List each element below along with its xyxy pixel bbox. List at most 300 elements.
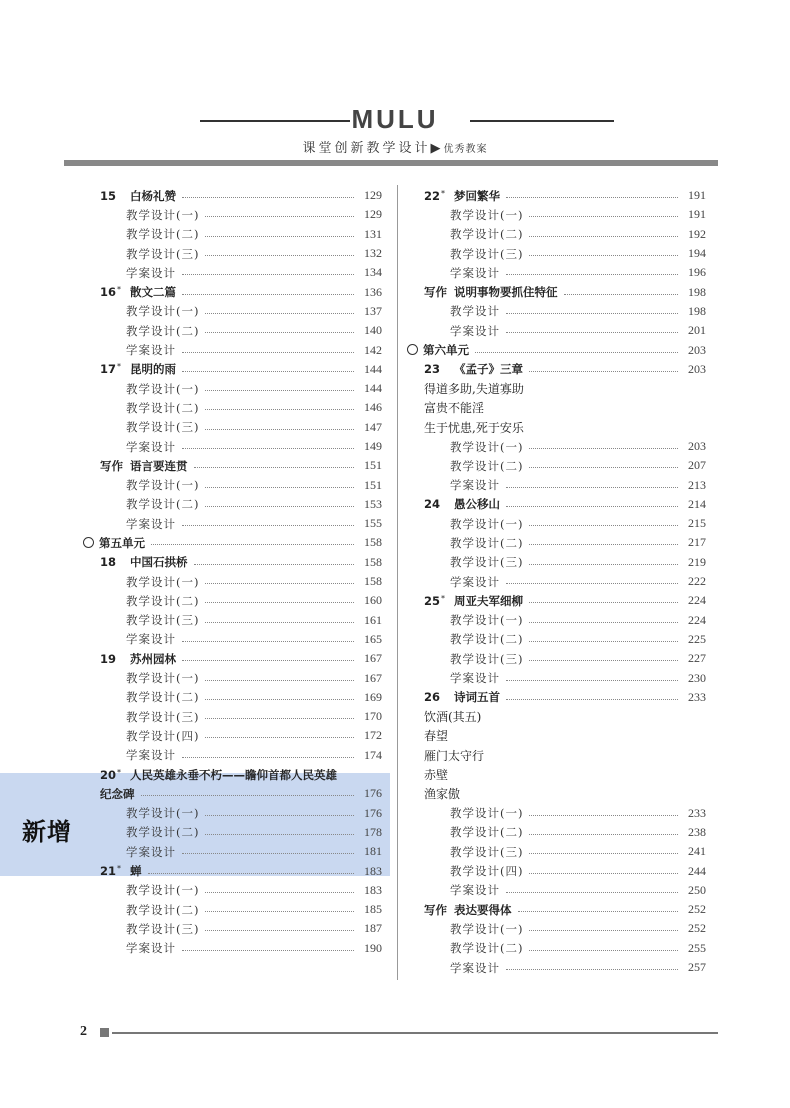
lesson-number: 写作 bbox=[424, 902, 447, 917]
entry-title: 学案设计 bbox=[450, 478, 500, 493]
toc-entry-sub bbox=[100, 225, 382, 244]
toc-entry-sub bbox=[100, 302, 382, 321]
entry-title: 教学设计(二) bbox=[126, 825, 200, 840]
lesson-title: 语言要连贯 bbox=[130, 458, 188, 473]
entry-label bbox=[424, 554, 523, 570]
toc-entry-sub bbox=[424, 533, 706, 552]
entry-title: 教学设计(一) bbox=[126, 574, 200, 589]
entry-title: 学案设计 bbox=[126, 516, 176, 531]
toc-entry-lesson bbox=[100, 861, 382, 880]
toc-entry-sub bbox=[100, 572, 382, 591]
dot-leader bbox=[506, 197, 678, 198]
entry-label bbox=[100, 496, 199, 512]
toc-entry-sub bbox=[424, 475, 706, 494]
dot-leader bbox=[182, 197, 354, 198]
toc-entry-sub bbox=[100, 746, 382, 765]
entry-title: 教学设计(二) bbox=[450, 632, 524, 647]
entry-label bbox=[424, 574, 500, 590]
dot-leader bbox=[529, 641, 678, 642]
dot-leader bbox=[182, 641, 354, 642]
page-ref: 129 bbox=[364, 207, 382, 222]
entry-label bbox=[424, 188, 500, 204]
page-ref: 203 bbox=[688, 439, 706, 453]
lesson-number: 写作 bbox=[424, 285, 447, 300]
lesson-title: 愚公移山 bbox=[454, 497, 500, 512]
toc-entry-lesson bbox=[424, 495, 706, 514]
dot-leader bbox=[151, 544, 354, 545]
dot-leader bbox=[506, 274, 678, 275]
lesson-number: 25* bbox=[424, 593, 446, 608]
entry-title: 雁门太守行 bbox=[424, 748, 485, 763]
lesson-number: 24 bbox=[424, 497, 441, 512]
dot-leader bbox=[182, 448, 354, 449]
lesson-number: 20* bbox=[100, 767, 122, 782]
dot-leader bbox=[529, 815, 678, 816]
entry-title: 春望 bbox=[424, 729, 449, 744]
entry-title: 生于忧患,死于安乐 bbox=[424, 420, 524, 435]
entry-label bbox=[424, 323, 500, 339]
entry-title: 教学设计(三) bbox=[450, 844, 524, 859]
page-ref: 244 bbox=[688, 863, 706, 878]
dot-leader bbox=[529, 930, 678, 931]
dot-leader bbox=[205, 680, 354, 681]
toc-entry-lesson bbox=[424, 282, 706, 301]
entry-title: 教学设计(一) bbox=[450, 613, 524, 628]
entry-title: 学案设计 bbox=[450, 574, 500, 589]
star-mark: * bbox=[117, 767, 122, 777]
toc-entry-sub bbox=[424, 861, 706, 880]
page-ref: 190 bbox=[364, 940, 382, 955]
page-ref: 213 bbox=[688, 477, 706, 492]
toc-entry-sub bbox=[100, 263, 382, 282]
entry-label bbox=[424, 844, 523, 860]
page-ref: 183 bbox=[364, 863, 382, 878]
page-ref: 191 bbox=[688, 188, 706, 203]
toc-entry-sub bbox=[424, 919, 706, 938]
lesson-title: 白杨礼赞 bbox=[130, 188, 176, 203]
dot-leader bbox=[182, 950, 354, 951]
page-ref: 230 bbox=[688, 670, 706, 685]
entry-title: 教学设计(一) bbox=[126, 806, 200, 821]
entry-label bbox=[424, 612, 523, 628]
toc-entry-lesson bbox=[100, 553, 382, 572]
toc-entry-sub bbox=[100, 340, 382, 359]
dot-leader bbox=[506, 583, 678, 584]
page-ref: 250 bbox=[688, 882, 706, 897]
entry-label bbox=[100, 767, 337, 783]
toc-entry-lesson bbox=[424, 591, 706, 610]
dot-leader bbox=[475, 352, 678, 353]
dot-leader bbox=[529, 216, 678, 217]
toc-entry-sub bbox=[424, 514, 706, 533]
toc-entry-sub bbox=[100, 205, 382, 224]
page-ref: 224 bbox=[688, 612, 706, 627]
entry-label bbox=[424, 747, 484, 764]
lesson-number: 16* bbox=[100, 285, 122, 300]
dot-leader bbox=[205, 216, 354, 217]
page-ref: 183 bbox=[364, 882, 382, 897]
entry-label bbox=[424, 882, 500, 898]
dot-leader bbox=[182, 660, 354, 661]
toc-entry-poem bbox=[424, 707, 706, 726]
entry-label bbox=[424, 226, 523, 242]
entry-label bbox=[424, 458, 523, 474]
subtitle-text: 课堂创新教学设计 bbox=[302, 141, 431, 156]
entry-label bbox=[424, 419, 524, 436]
entry-label bbox=[424, 785, 460, 802]
entry-label bbox=[424, 439, 523, 455]
entry-label bbox=[424, 863, 523, 879]
entry-label bbox=[100, 670, 199, 686]
entry-label bbox=[100, 863, 142, 879]
entry-label bbox=[424, 516, 523, 532]
page-ref: 140 bbox=[364, 323, 382, 338]
entry-title: 教学设计(二) bbox=[126, 902, 200, 917]
toc-entry-sub bbox=[424, 630, 706, 649]
dot-leader bbox=[182, 274, 354, 275]
entry-title: 纪念碑 bbox=[100, 786, 135, 801]
dot-leader bbox=[182, 352, 354, 353]
toc-entry-sub bbox=[100, 475, 382, 494]
page-ref: 222 bbox=[688, 574, 706, 589]
entry-title: 教学设计(一) bbox=[126, 671, 200, 686]
entry-title: 教学设计(四) bbox=[126, 728, 200, 743]
dot-leader bbox=[506, 332, 678, 333]
toc-entry-lesson bbox=[424, 900, 706, 919]
entry-label bbox=[424, 940, 523, 956]
page-ref: 174 bbox=[364, 747, 382, 762]
entry-label bbox=[100, 323, 199, 339]
entry-title: 学案设计 bbox=[126, 941, 176, 956]
page-ref: 198 bbox=[688, 303, 706, 318]
dot-leader bbox=[194, 467, 355, 468]
dot-leader bbox=[205, 487, 354, 488]
entry-title: 教学设计(三) bbox=[450, 555, 524, 570]
toc-entry-sub bbox=[424, 804, 706, 823]
dot-leader bbox=[564, 294, 679, 295]
entry-label bbox=[424, 651, 523, 667]
dot-leader bbox=[182, 371, 354, 372]
entry-label bbox=[424, 960, 500, 976]
toc-entry-sub bbox=[424, 611, 706, 630]
dot-leader bbox=[529, 544, 678, 545]
entry-label bbox=[100, 902, 199, 918]
entry-title: 学案设计 bbox=[126, 632, 176, 647]
toc-entry-sub bbox=[100, 244, 382, 263]
toc-entry-sub bbox=[424, 958, 706, 977]
entry-title: 学案设计 bbox=[450, 671, 500, 686]
page-ref: 147 bbox=[364, 419, 382, 434]
dot-leader bbox=[506, 969, 678, 970]
lesson-title: 散文二篇 bbox=[130, 285, 176, 300]
entry-label bbox=[100, 940, 176, 956]
toc-entry-sub bbox=[100, 398, 382, 417]
page-ref: 167 bbox=[364, 670, 382, 685]
page-ref: 169 bbox=[364, 689, 382, 704]
toc-entry-sub bbox=[100, 939, 382, 958]
page-ref: 214 bbox=[688, 496, 706, 511]
toc-entry-sub bbox=[100, 514, 382, 533]
entry-label bbox=[424, 496, 500, 512]
dot-leader bbox=[182, 853, 354, 854]
dot-leader bbox=[506, 313, 678, 314]
toc-entry-lesson bbox=[100, 765, 382, 784]
page-ref: 233 bbox=[688, 689, 706, 704]
entry-title: 教学设计(四) bbox=[450, 864, 524, 879]
page-ref: 196 bbox=[688, 265, 706, 280]
page-ref: 241 bbox=[688, 844, 706, 859]
entry-label bbox=[424, 361, 523, 377]
entry-label bbox=[100, 342, 176, 358]
footer-square bbox=[100, 1028, 109, 1037]
lesson-title: 蝉 bbox=[130, 864, 142, 879]
toc-entry-sub bbox=[100, 842, 382, 861]
page-ref: 158 bbox=[364, 554, 382, 569]
entry-label bbox=[424, 921, 523, 937]
toc-entry-poem bbox=[424, 418, 706, 437]
star-mark: * bbox=[441, 188, 446, 198]
toc-entry-sub bbox=[100, 668, 382, 687]
toc-entry-sub bbox=[100, 707, 382, 726]
entry-label bbox=[424, 766, 448, 783]
toc-entry-sub bbox=[424, 649, 706, 668]
entry-label bbox=[100, 207, 199, 223]
toc-entry-poem bbox=[424, 726, 706, 745]
entry-title: 教学设计(一) bbox=[126, 478, 200, 493]
entry-title: 学案设计 bbox=[126, 343, 176, 358]
page-ref: 233 bbox=[688, 805, 706, 820]
book-subtitle bbox=[0, 137, 790, 156]
circle-icon bbox=[407, 344, 418, 355]
page-ref: 181 bbox=[364, 844, 382, 859]
toc-column-left bbox=[100, 186, 382, 958]
page-ref: 203 bbox=[688, 361, 706, 376]
entry-label bbox=[424, 265, 500, 281]
entry-title: 教学设计(一) bbox=[450, 439, 524, 454]
page-ref: 185 bbox=[364, 902, 382, 917]
dot-leader bbox=[529, 834, 678, 835]
page-ref: 227 bbox=[688, 651, 706, 666]
entry-label bbox=[100, 805, 199, 821]
dot-leader bbox=[182, 294, 354, 295]
entry-label bbox=[100, 265, 176, 281]
entry-label bbox=[424, 631, 523, 647]
entry-title: 学案设计 bbox=[450, 883, 500, 898]
entry-label bbox=[100, 458, 188, 474]
lesson-number: 写作 bbox=[100, 458, 123, 473]
entry-label bbox=[100, 554, 188, 570]
page-ref: 178 bbox=[364, 824, 382, 839]
entry-label bbox=[100, 419, 199, 435]
toc-entry-lesson bbox=[100, 186, 382, 205]
entry-label bbox=[100, 631, 176, 647]
entry-label bbox=[424, 284, 558, 300]
page-ref: 176 bbox=[364, 805, 382, 820]
dot-leader bbox=[182, 525, 354, 526]
entry-label bbox=[100, 284, 176, 300]
page-ref: 224 bbox=[688, 593, 706, 608]
entry-label bbox=[100, 786, 135, 802]
dot-leader bbox=[529, 255, 678, 256]
page-ref: 160 bbox=[364, 593, 382, 608]
entry-title: 学案设计 bbox=[450, 265, 500, 280]
page-ref: 217 bbox=[688, 535, 706, 550]
toc-entry-lesson bbox=[100, 360, 382, 379]
circle-icon bbox=[83, 537, 94, 548]
entry-label bbox=[424, 805, 523, 821]
entry-title: 教学设计(二) bbox=[450, 535, 524, 550]
unit-title: 第五单元 bbox=[99, 535, 145, 550]
page-ref: 219 bbox=[688, 554, 706, 569]
toc-entry-sub bbox=[100, 379, 382, 398]
dot-leader bbox=[205, 718, 354, 719]
toc-entry-lesson bbox=[100, 456, 382, 475]
page-ref: 144 bbox=[364, 381, 382, 396]
entry-label bbox=[100, 574, 199, 590]
toc-entry-sub bbox=[424, 244, 706, 263]
toc-entry-sub bbox=[424, 553, 706, 572]
dot-leader bbox=[205, 602, 354, 603]
toc-entry-unit bbox=[100, 533, 382, 552]
page-ref: 146 bbox=[364, 400, 382, 415]
entry-label bbox=[100, 709, 199, 725]
dot-leader bbox=[506, 680, 678, 681]
entry-title: 得道多助,失道寡助 bbox=[424, 382, 524, 397]
page-ref: 129 bbox=[364, 188, 382, 203]
entry-label bbox=[100, 728, 199, 744]
entry-label bbox=[424, 535, 523, 551]
dot-leader bbox=[194, 564, 355, 565]
entry-label bbox=[100, 400, 199, 416]
dot-leader bbox=[148, 873, 355, 874]
page-ref: 144 bbox=[364, 361, 382, 376]
lesson-title: 苏州园林 bbox=[130, 651, 176, 666]
page-number: 2 bbox=[80, 1024, 87, 1039]
lesson-number: 21* bbox=[100, 864, 122, 879]
entry-title: 教学设计(三) bbox=[126, 420, 200, 435]
toc-entry-lesson bbox=[100, 282, 382, 301]
entry-title: 教学设计(三) bbox=[450, 651, 524, 666]
dot-leader bbox=[141, 795, 355, 796]
header-bar bbox=[64, 160, 718, 166]
entry-label bbox=[100, 593, 199, 609]
entry-title: 饮酒(其五) bbox=[424, 710, 482, 725]
dot-leader bbox=[205, 699, 354, 700]
toc-entry-sub bbox=[100, 630, 382, 649]
lesson-number: 17* bbox=[100, 362, 122, 377]
toc-entry-sub bbox=[424, 302, 706, 321]
lesson-number: 22* bbox=[424, 188, 446, 203]
page-ref: 155 bbox=[364, 516, 382, 531]
dot-leader bbox=[205, 892, 354, 893]
dot-leader bbox=[205, 429, 354, 430]
entry-title: 教学设计(三) bbox=[126, 613, 200, 628]
entry-title: 教学设计(二) bbox=[126, 690, 200, 705]
toc-entry-sub bbox=[424, 842, 706, 861]
entry-label bbox=[424, 824, 523, 840]
toc-entry-sub bbox=[100, 437, 382, 456]
lesson-title: 诗词五首 bbox=[454, 690, 500, 705]
dot-leader bbox=[205, 390, 354, 391]
entry-title: 教学设计(二) bbox=[450, 227, 524, 242]
entry-label bbox=[424, 593, 523, 609]
page-ref: 167 bbox=[364, 651, 382, 666]
toc-entry-sub bbox=[424, 572, 706, 591]
toc-entry-sub bbox=[424, 881, 706, 900]
new-label: 新增 bbox=[22, 818, 72, 846]
toc-entry-sub bbox=[100, 900, 382, 919]
page-ref: 153 bbox=[364, 496, 382, 511]
dot-leader bbox=[205, 930, 354, 931]
toc-entry-sub bbox=[424, 823, 706, 842]
entry-label bbox=[100, 381, 199, 397]
toc-entry-sub bbox=[100, 418, 382, 437]
entry-title: 教学设计(一) bbox=[126, 883, 200, 898]
page-ref: 132 bbox=[364, 246, 382, 261]
entry-label bbox=[100, 516, 176, 532]
entry-label bbox=[100, 226, 199, 242]
dot-leader bbox=[529, 873, 678, 874]
entry-label bbox=[100, 477, 199, 493]
lesson-number: 19 bbox=[100, 651, 117, 666]
dot-leader bbox=[529, 525, 678, 526]
entry-label bbox=[424, 902, 512, 918]
entry-label bbox=[100, 188, 176, 204]
dot-leader bbox=[529, 236, 678, 237]
entry-title: 教学设计 bbox=[450, 304, 500, 319]
dot-leader bbox=[205, 409, 354, 410]
toc-column-right bbox=[424, 186, 706, 977]
dot-leader bbox=[205, 506, 354, 507]
star-mark: * bbox=[117, 362, 122, 372]
dot-leader bbox=[205, 313, 354, 314]
toc-entry-lesson bbox=[424, 186, 706, 205]
toc-entry-sub bbox=[100, 881, 382, 900]
dot-leader bbox=[506, 699, 678, 700]
entry-label bbox=[424, 207, 523, 223]
entry-title: 教学设计(二) bbox=[126, 593, 200, 608]
entry-title: 教学设计(二) bbox=[126, 400, 200, 415]
entry-label bbox=[424, 246, 523, 262]
entry-title: 渔家傲 bbox=[424, 787, 461, 802]
toc-entry-sub bbox=[424, 668, 706, 687]
dot-leader bbox=[205, 236, 354, 237]
entry-title: 教学设计(二) bbox=[126, 497, 200, 512]
lesson-number: 15 bbox=[100, 188, 117, 203]
lesson-number: 23 bbox=[424, 362, 441, 377]
dot-leader bbox=[529, 371, 678, 372]
page-ref: 158 bbox=[364, 535, 382, 550]
page-ref: 161 bbox=[364, 612, 382, 627]
star-mark: * bbox=[117, 864, 122, 874]
entry-title: 教学设计(三) bbox=[126, 246, 200, 261]
entry-title: 学案设计 bbox=[126, 844, 176, 859]
page-ref: 131 bbox=[364, 226, 382, 241]
dot-leader bbox=[205, 332, 354, 333]
page-ref: 142 bbox=[364, 342, 382, 357]
entry-title: 教学设计(一) bbox=[126, 381, 200, 396]
entry-title: 学案设计 bbox=[126, 748, 176, 763]
lesson-title: 中国石拱桥 bbox=[130, 555, 188, 570]
dot-leader bbox=[529, 467, 678, 468]
toc-entry-sub bbox=[100, 611, 382, 630]
entry-label bbox=[100, 361, 176, 377]
entry-label bbox=[407, 342, 469, 358]
page-ref: 172 bbox=[364, 728, 382, 743]
entry-title: 教学设计(二) bbox=[450, 825, 524, 840]
page-ref: 170 bbox=[364, 709, 382, 724]
entry-label bbox=[424, 380, 524, 397]
